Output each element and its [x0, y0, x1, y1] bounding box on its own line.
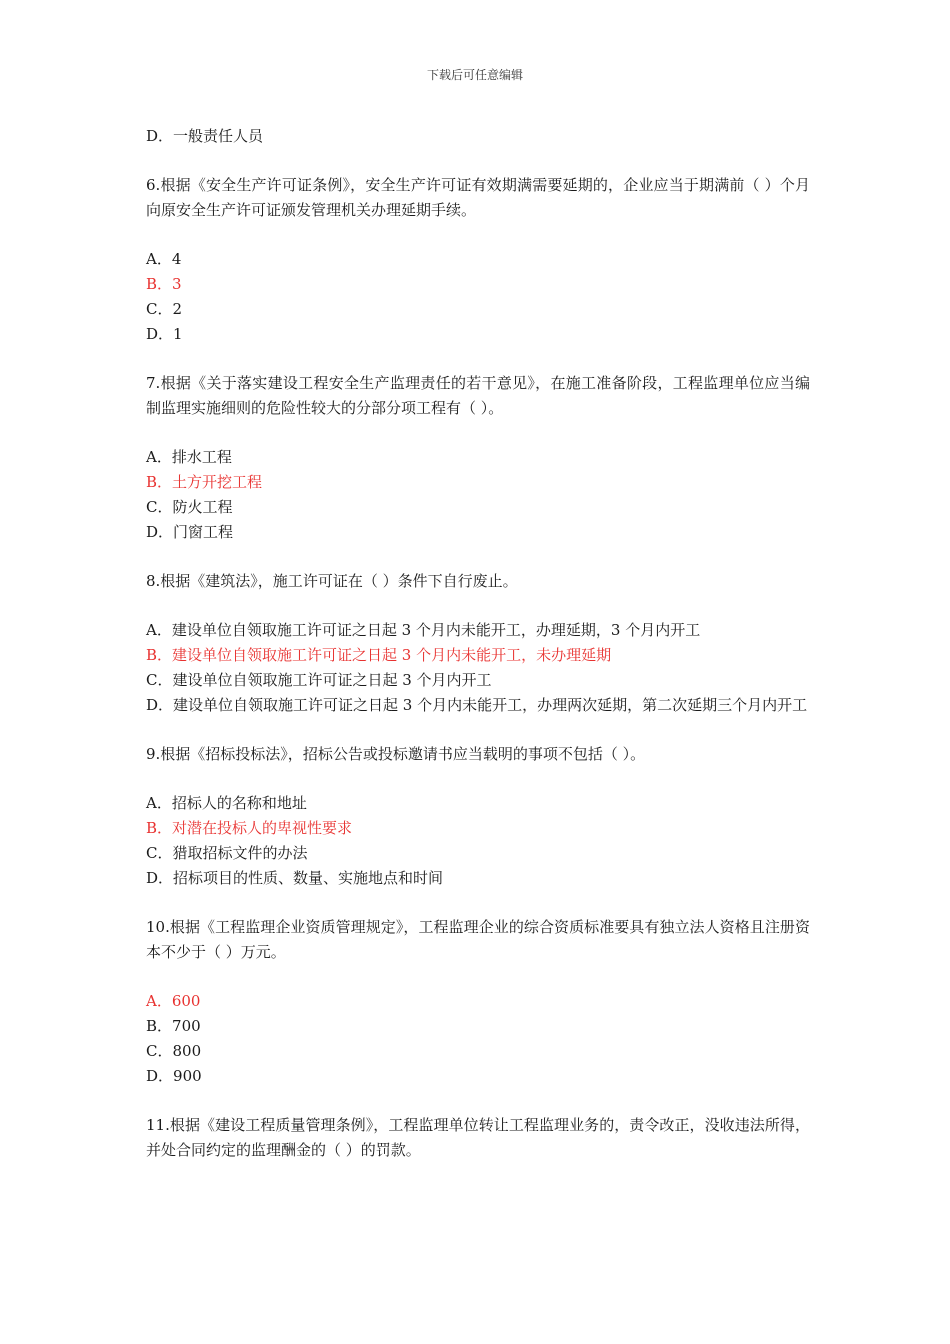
q6-option-a: A．4 — [146, 250, 182, 268]
option-d-prev: D．一般责任人员 — [146, 127, 264, 145]
q6-option-c: C．2 — [146, 300, 183, 318]
q10-option-b: B．700 — [146, 1017, 201, 1035]
q9-option-b-answer: B．对潜在投标人的卑视性要求 — [146, 819, 353, 837]
page-content — [146, 124, 810, 1163]
q10-option-a-answer: A．600 — [146, 992, 201, 1010]
page-header: 下载后可任意编辑 — [426, 68, 523, 82]
q9-option-d: D．招标项目的性质、数量、实施地点和时间 — [146, 869, 444, 887]
question-10: 10.根据《工程监理企业资质管理规定》，工程监理企业的综合资质标准要具有独立法人资格且注册资本不少于（ ）万元。 — [146, 918, 810, 961]
q9-option-c: C．猎取招标文件的办法 — [146, 844, 308, 862]
q8-option-d: D．建设单位自领取施工许可证之日起 3 个月内未能开工，办理两次延期，第二次延期三个月内开工 — [146, 696, 808, 714]
q6-option-d: D．1 — [146, 325, 183, 343]
question-6: 6.根据《安全生产许可证条例》，安全生产许可证有效期满需要延期的，企业应当于期满前（ ）个月向原安全生产许可证颁发管理机关办理延期手续。 — [146, 176, 810, 219]
question-8: 8.根据《建筑法》，施工许可证在（ ）条件下自行废止。 — [146, 572, 518, 590]
question-9: 9.根据《招标投标法》，招标公告或投标邀请书应当载明的事项不包括（ ）。 — [146, 745, 646, 763]
q7-option-c: C．防火工程 — [146, 498, 233, 516]
question-7: 7.根据《关于落实建设工程安全生产监理责任的若干意见》，在施工准备阶段，工程监理单位应当编制监理实施细则的危险性较大的分部分项工程有（ ）。 — [146, 374, 810, 417]
q10-option-c: C．800 — [146, 1042, 202, 1060]
question-11: 11.根据《建设工程质量管理条例》，工程监理单位转让工程监理业务的，责令改正，没收违法所得，并处合同约定的监理酬金的（ ）的罚款。 — [146, 1116, 810, 1159]
q8-option-c: C．建设单位自领取施工许可证之日起 3 个月内开工 — [146, 671, 492, 689]
q10-option-d: D．900 — [146, 1067, 202, 1085]
q7-option-d: D．门窗工程 — [146, 523, 234, 541]
q8-option-a: A．建设单位自领取施工许可证之日起 3 个月内未能开工，办理延期，3 个月内开工 — [146, 621, 701, 639]
q8-option-b-answer: B．建设单位自领取施工许可证之日起 3 个月内未能开工，未办理延期 — [146, 646, 612, 664]
q7-option-b-answer: B．土方开挖工程 — [146, 473, 263, 491]
q6-option-b-answer: B．3 — [146, 275, 182, 293]
q9-option-a: A．招标人的名称和地址 — [146, 794, 307, 812]
q7-option-a: A．排水工程 — [146, 448, 232, 466]
